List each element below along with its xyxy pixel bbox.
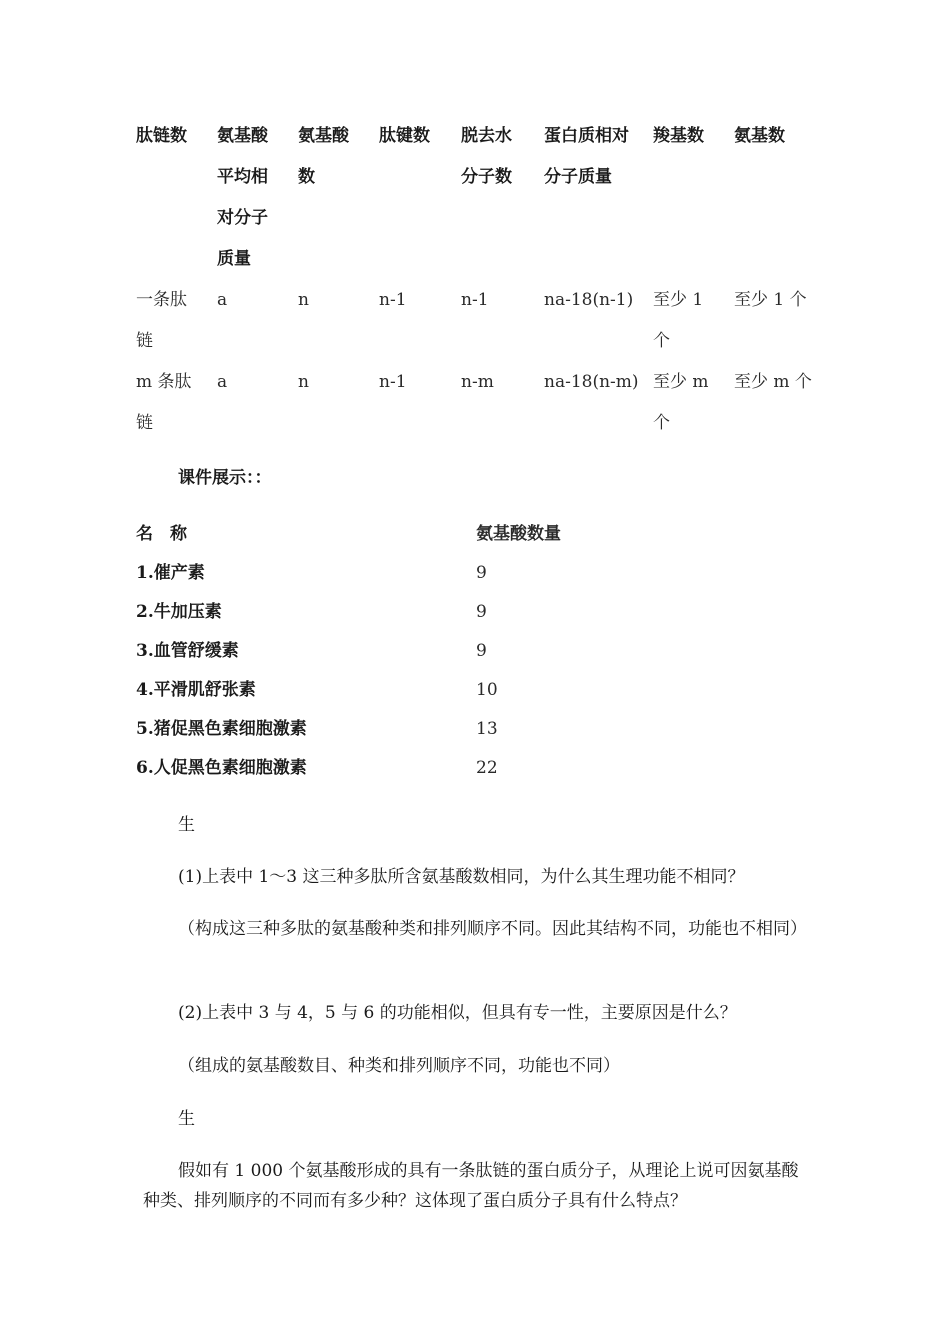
table-cell: 至少 1 个 [653,290,704,351]
amino-acid-count: 9 [476,602,487,622]
table-header-row [136,116,814,280]
amino-acid-count: 9 [476,641,487,661]
table-cell: na-18(n-1) [544,290,634,310]
header-peptide-bonds: 肽键数 [379,126,430,146]
table-cell: a [217,372,228,392]
table-row [136,554,676,593]
table-cell: m 条肽 链 [136,372,192,433]
question-2: (2)上表中 3 与 4，5 与 6 的功能相似，但具有专一性，主要原因是什么？ [178,1003,737,1023]
header-name: 名 称 [136,524,187,544]
table-cell: n-1 [461,290,489,310]
table-cell: n [298,290,309,310]
table-cell: n-1 [379,372,407,392]
table-cell: n-m [461,372,494,392]
header-carboxyl: 羧基数 [653,126,704,146]
polypeptide-name: 1.催产素 [136,563,205,583]
table-cell: 至少 m 个 [653,372,709,433]
student-marker: 生 [178,1109,195,1129]
table-row [136,280,814,362]
table-cell: na-18(n-m) [544,372,639,392]
polypeptide-table [136,515,676,788]
question-3: 假如有 1 000 个氨基酸形成的具有一条肽链的蛋白质分子，从理论上说可因氨基酸种类、排列顺序的不同而有多少种？这体现了蛋白质分子具有什么特点？ [143,1161,799,1211]
header-amino-group: 氨基数 [734,126,785,146]
header-water-removed: 脱去水 分子数 [461,126,512,187]
header-amino-count: 氨基酸 数 [298,126,349,187]
header-protein-mass: 蛋白质相对 分子质量 [544,126,629,187]
amino-acid-count: 22 [476,758,498,778]
table-cell: n [298,372,309,392]
answer-1: （构成这三种多肽的氨基酸种类和排列顺序不同。因此其结构不同，功能也不相同） [178,919,807,939]
amino-acid-count: 9 [476,563,487,583]
table-cell: a [217,290,228,310]
amino-acid-count: 13 [476,719,498,739]
table-row [136,710,676,749]
table-cell: 至少 1 个 [734,290,807,310]
peptide-calculation-table [136,116,814,444]
courseware-label: 课件展示：： [178,468,272,488]
answer-2: （组成的氨基酸数目、种类和排列顺序不同，功能也不同） [178,1056,620,1076]
amino-acid-count: 10 [476,680,498,700]
table-row [136,632,676,671]
table-cell: n-1 [379,290,407,310]
table-cell: 至少 m 个 [734,372,812,392]
table-row [136,749,676,788]
header-amino-acid-count: 氨基酸数量 [476,524,561,544]
question-1: (1)上表中 1～3 这三种多肽所含氨基酸数相同，为什么其生理功能不相同？ [178,867,745,887]
table-row [136,593,676,632]
polypeptide-name: 2.牛加压素 [136,602,222,622]
polypeptide-name: 5.猪促黑色素细胞激素 [136,719,307,739]
header-avg-mass: 氨基酸 平均相 对分子 质量 [217,126,268,269]
header-chain-count: 肽链数 [136,126,187,146]
polypeptide-name: 3.血管舒缓素 [136,641,239,661]
polypeptide-name: 6.人促黑色素细胞激素 [136,758,307,778]
table-row [136,671,676,710]
table-header-row [136,515,676,554]
table-cell: 一条肽 链 [136,290,187,351]
student-marker: 生 [178,815,195,835]
polypeptide-name: 4.平滑肌舒张素 [136,680,256,700]
table-row [136,362,814,444]
